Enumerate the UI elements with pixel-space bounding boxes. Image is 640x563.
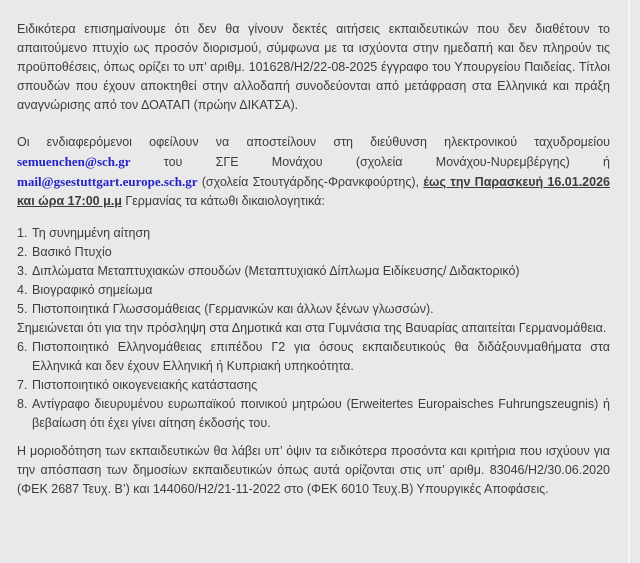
list-item-text: Πιστοποιητικό Ελληνομάθειας επιπέδου Γ2 για όσους εκπαιδευτικούς θα διδάξουνμαθήματα στα Ελληνικά και δεν έχουν Ελληνική ή Κυπριακή υπηκοότητα. [32, 340, 610, 373]
paragraph-eligibility: Ειδικότερα επισημαίνουμε ότι δεν θα γίνουν δεκτές αιτήσεις εκπαιδευτικών που δεν διαθέτουν το απαιτούμενο πτυχίο ως προσόν διορισμού, σύμφωνα με τα ισχύοντα στην ημεδαπή και δεν πληρούν τις προϋποθέσεις, όπως ορίζει το υπ’ αριθμ. 101628/Η2/22-08-2025 έγγραφο του Υπουργείου Παιδείας. Τίτλοι σπουδών που έχουν αποκτηθεί στην αλλοδαπή συνοδεύονται από μετάφραση στα Ελληνικά και πράξη αναγνώρισης από τον ΔΟΑΤΑΠ (πρώην ΔΙΚΑΤΣΑ). [17, 22, 610, 112]
list-item-number: 4. [17, 283, 28, 297]
page-edge-divider [628, 0, 630, 563]
list-note-bavaria: Σημειώνεται ότι για την πρόσληψη στα Δημοτικά και στα Γυμνάσια της Βαυαρίας απαιτείται Γερμανομάθεια. [17, 321, 607, 335]
list-item-number: 1. [17, 226, 28, 240]
list-item-text: Αντίγραφο διευρυμένου ευρωπαϊκού ποινικού μητρώου (Erweitertes Europaisches Fuhrungszeugnis) ή βεβαίωση ότι έχει γίνει αίτηση έκδοσής του. [32, 397, 610, 430]
list-item-text: Διπλώματα Μεταπτυχιακών σπουδών (Μεταπτυχιακό Δίπλωμα Ειδίκευσης/ Διδακτορικό) [32, 264, 520, 278]
list-item-number: 8. [17, 397, 28, 411]
list-item [17, 338, 610, 376]
submission-end-text: Γερμανίας τα κάτωθι δικαιολογητικά: [121, 194, 325, 208]
list-item-text: Τη συνημμένη αίτηση [32, 226, 151, 240]
deadline-text: έως την Παρασκευή 16.01.2026 και ώρα 17:00 μ.μ [17, 175, 610, 208]
list-item [17, 262, 610, 281]
email-link-munich[interactable]: semuenchen@sch.gr [17, 154, 131, 169]
list-item [17, 300, 610, 319]
submission-intro-text: Οι ενδιαφερόμενοι οφείλουν να αποστείλουν στη διεύθυνση ηλεκτρονικού ταχυδρομείου [17, 135, 610, 149]
list-item-number: 5. [17, 302, 28, 316]
list-item [17, 281, 610, 300]
list-item [17, 224, 610, 243]
list-item-number: 6. [17, 340, 28, 354]
submission-mid-text: του ΣΓΕ Μονάχου (σχολεία Μονάχου-Νυρεμβέργης) ή [130, 155, 610, 169]
required-documents-list [17, 224, 610, 433]
submission-schools-text: (σχολεία Στουτγάρδης-Φρανκφούρτης), [197, 175, 424, 189]
paragraph-submission [17, 133, 610, 211]
list-item-number: 7. [17, 378, 28, 392]
list-item [17, 395, 610, 433]
paragraph-scoring: Η μοριοδότηση των εκπαιδευτικών θα λάβει υπ’ όψιν τα ειδικότερα προσόντα και κριτήρια που ισχύουν για την απόσπαση των δημοσίων εκπαιδευτικών όπως αυτά ορίζονται στις υπ’ αριθμ. 83046/Η2/30.06.2020 (ΦΕΚ 2687 Τευχ. Β’) και 144060/Η2/21-11-2022 στο (ΦΕΚ 6010 Τευχ.Β) Υπουργικές Αποφάσεις. [17, 444, 610, 496]
list-item [17, 376, 610, 395]
list-item-text: Βασικό Πτυχίο [32, 245, 112, 259]
list-item-text: Πιστοποιητικό οικογενειακής κατάστασης [32, 378, 258, 392]
email-link-stuttgart[interactable]: mail@gsestuttgart.europe.sch.gr [17, 174, 198, 189]
list-item-number: 3. [17, 264, 28, 278]
list-item-text: Πιστοποιητικά Γλωσσομάθειας (Γερμανικών και άλλων ξένων γλωσσών). [32, 302, 434, 316]
list-item-text: Βιογραφικό σημείωμα [32, 283, 153, 297]
list-item [17, 243, 610, 262]
list-item-number: 2. [17, 245, 28, 259]
